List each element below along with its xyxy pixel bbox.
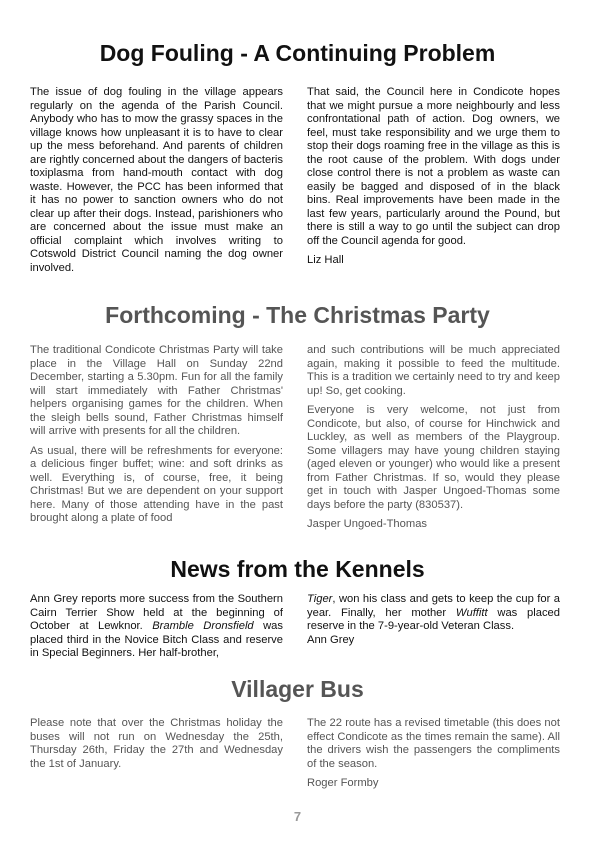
article-title-kennels: News from the Kennels	[170, 556, 425, 582]
article-christmas-party-left-column	[30, 344, 283, 532]
article-christmas-party-right-column	[307, 344, 560, 532]
paragraph: Everyone is very welcome, not just from Condicote, but also, of course for Hinchwick and Luckley, as well as members of the Playgroup. Some villagers may have young children staying (aged eleven or younger) who would like a present from Father Christmas. If so, would they please get in touch with Jasper Ungoed-Thomas some days before the party (830537).	[307, 404, 560, 511]
author-signature: Jasper Ungoed-Thomas	[307, 518, 428, 530]
paragraph: As usual, there will be refreshments for everyone: a delicious finger buffet; wine: and soft drinks as well. Everything is, of course, free, it being Christmas! But we are dependent on your support here. Many of those attending have in the past brought along a plate of food	[30, 444, 283, 524]
paragraph: and such contributions will be much appreciated again, making it possible to feed the multitude. This is a tradition we certainly need to try and keep up! So, get cooking.	[307, 344, 560, 397]
paragraph: The 22 route has a revised timetable (this does not effect Condicote as the times remain the same). All the drivers wish the passengers the compliments of the season.	[307, 717, 560, 770]
dog-name: Tiger	[307, 593, 333, 605]
article-kennels-right-column	[307, 593, 560, 647]
article-dog-fouling-left-column	[30, 86, 283, 281]
article-dog-fouling-right-column	[307, 86, 560, 268]
author-signature: Liz Hall	[307, 254, 344, 266]
paragraph: The issue of dog fouling in the village appears regularly on the agenda of the Parish Council. Anybody who has to mow the grassy spaces in the village knows how unpleasant it is to have to clear up the mess beforehand. And parents of children are rightly concerned about the dangers of bacteris toxiplasma from hand-mouth contact with dog waste. However, the PCC has been informed that it has no power to sanction owners who do not clear up after their dogs. Instead, parishioners who are concerned about the issue must make an official complaint which involves writing to Cotswold District Council naming the dog owner involved.	[30, 86, 283, 274]
paragraph: Please note that over the Christmas holiday the buses will not run on Wednesday the 25th, Thursday 26th, Friday the 27th and Wednesday the 1st of January.	[30, 717, 283, 770]
dog-name: Bramble Dronsfield	[152, 620, 254, 632]
dog-name: Wuffitt	[455, 606, 488, 619]
article-title-villager-bus: Villager Bus	[231, 676, 364, 702]
paragraph: That said, the Council here in Condicote hopes that we might pursue a more neighbourly and less confrontational path of action. Dog owners, we feel, must take responsibility and we urge them to stop their dogs roaming free in the village as this is the root cause of the problem. With dogs under close control there is not a problem as waste can easily be bagged and disposed of in the black bins. Real improvements have been made in the last few years, particularly around the Pound, but there is still a way to go until the subject can drop off the Council agenda for good.	[307, 86, 560, 247]
page-number: 7	[293, 809, 302, 824]
article-villager-bus-right-column	[307, 717, 560, 791]
article-title-christmas-party: Forthcoming - The Christmas Party	[105, 302, 490, 328]
article-kennels-left-column	[30, 593, 283, 667]
paragraph: Ann Grey reports more success from the Southern Cairn Terrier Show held at the beginning of October at Lewknor. Bramble Dronsfield was placed third in the Novice Bitch Class and reserve in Special Beginners. Her half-brother,	[30, 593, 283, 659]
author-signature: Roger Formby	[307, 777, 379, 789]
article-villager-bus-left-column	[30, 717, 283, 777]
paragraph: Tiger, won his class and gets to keep the cup for a year. Finally, her mother Wuffitt was placed reserve in the 7-9-year-old Veteran Class.	[307, 593, 560, 632]
author-signature: Ann Grey	[307, 633, 355, 646]
article-title-dog-fouling: Dog Fouling - A Continuing Problem	[99, 40, 496, 66]
paragraph: The traditional Condicote Christmas Party will take place in the Village Hall on Sunday 22nd December, starting a 5.30pm. Fun for all the family will start immediately with Father Christmas' helpers organising games for the children. When the sleigh bells sound, Father Christmas himself will arrive with presents for all the children.	[30, 344, 283, 437]
